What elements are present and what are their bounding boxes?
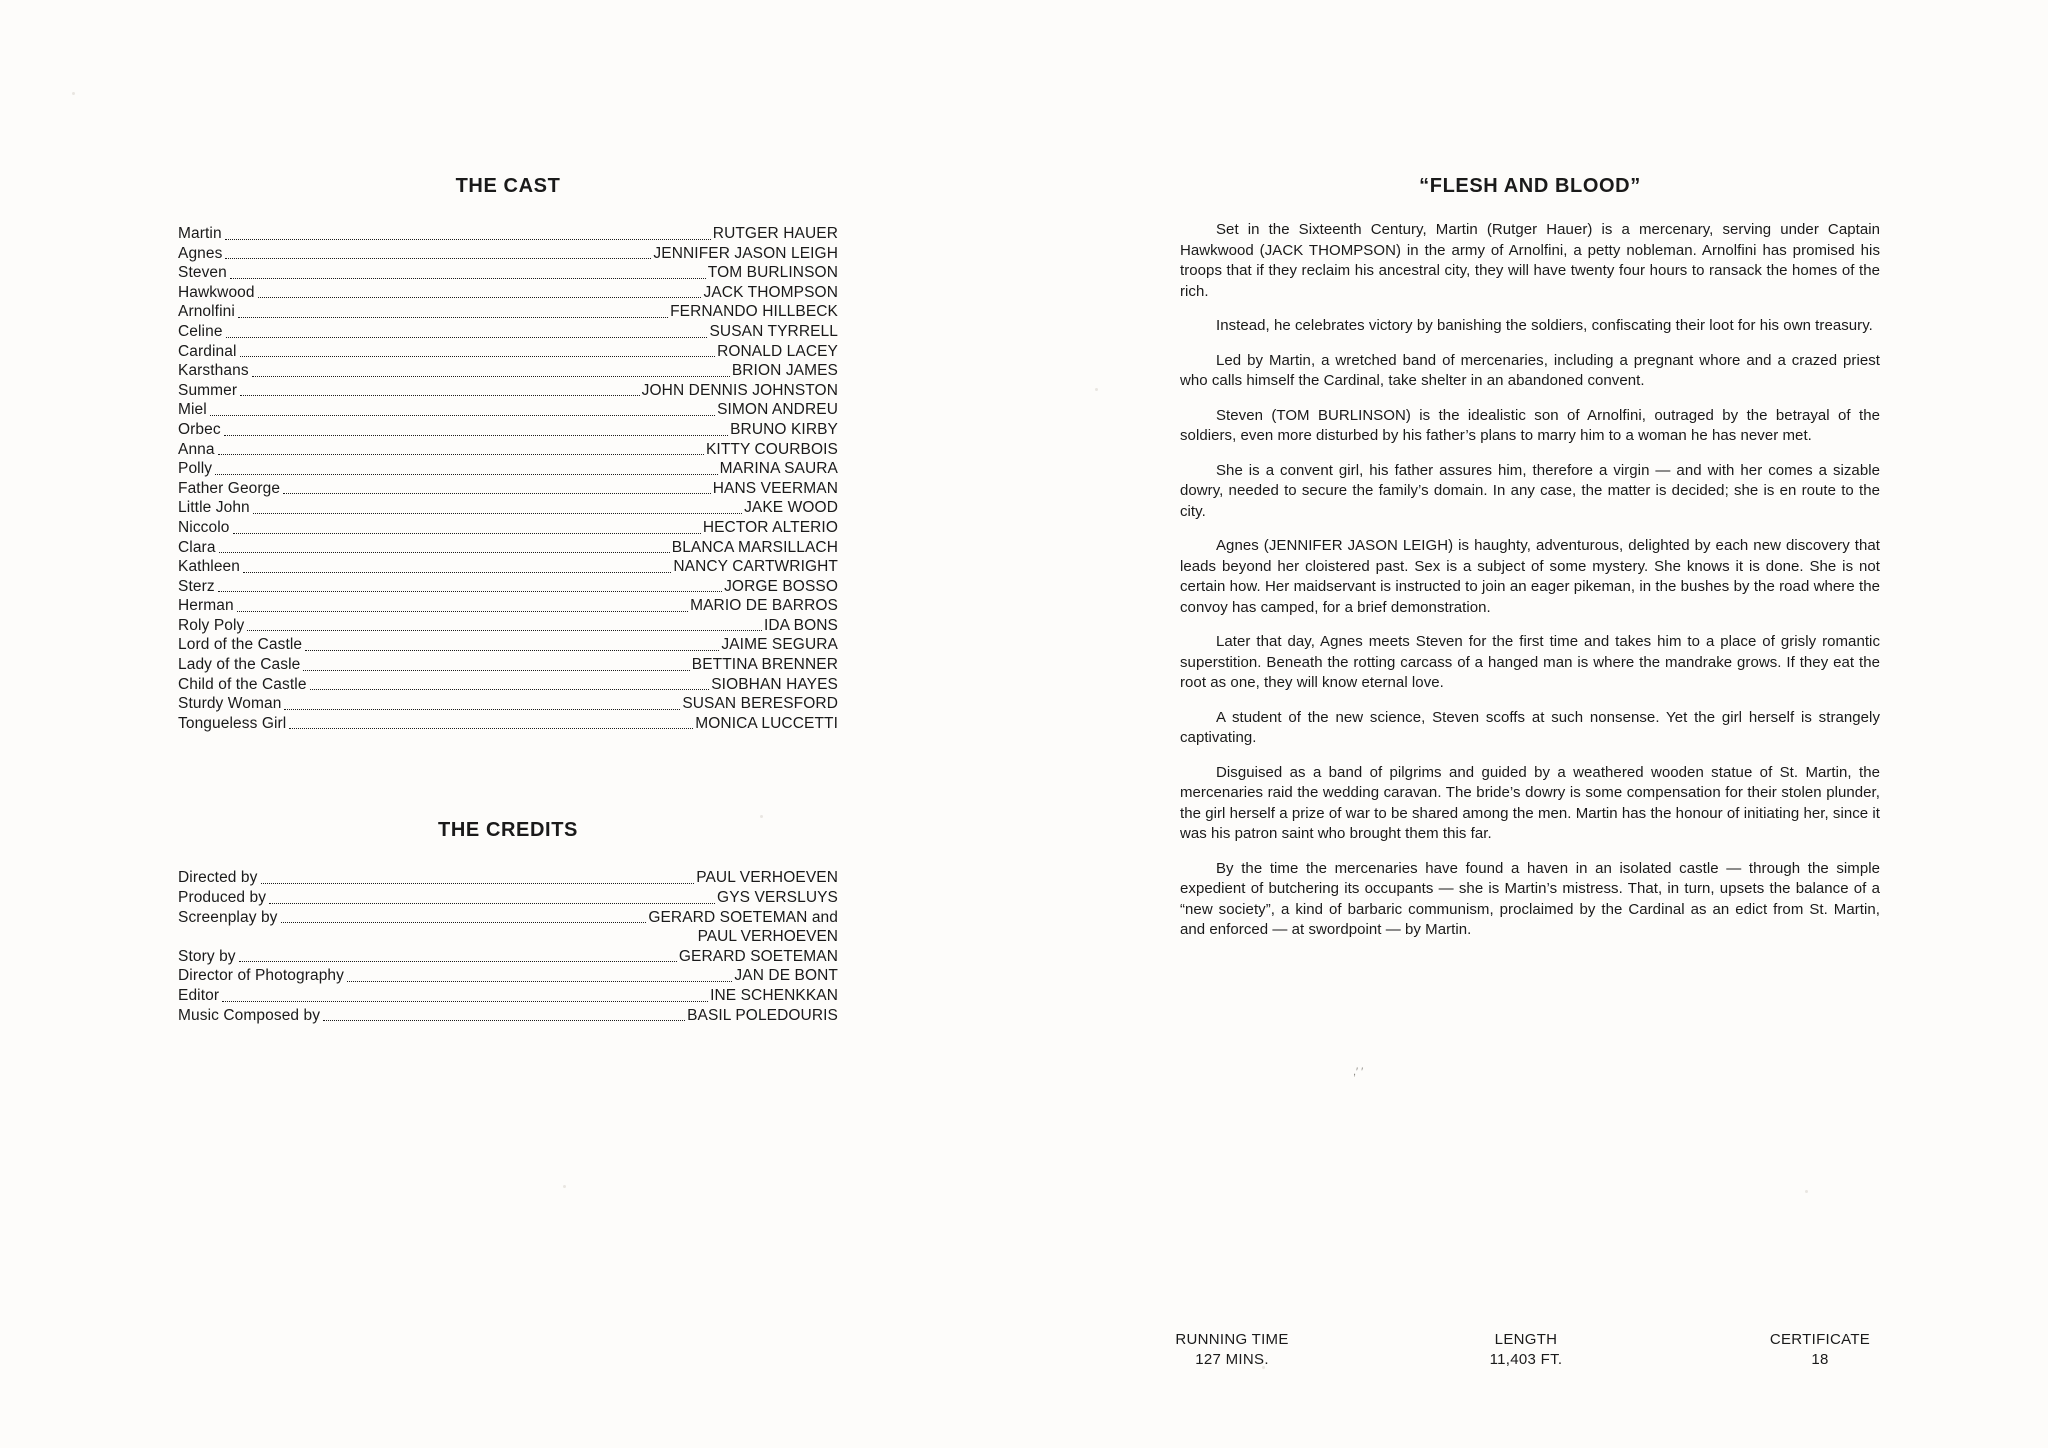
dot-leader <box>225 239 711 240</box>
dot-leader <box>230 278 706 279</box>
credit-role: Summer <box>178 381 238 399</box>
credit-row <box>178 966 838 986</box>
synopsis-paragraph: Steven (TOM BURLINSON) is the idealistic son of Arnolfini, outraged by the betrayal of the soldiers, even more disturbed by his father’s plans to marry him to a woman he has never met. <box>1180 406 1880 444</box>
credit-name: BRUNO KIRBY <box>730 420 838 438</box>
certificate-label: CERTIFICATE <box>1769 1331 1871 1348</box>
credit-row <box>178 400 838 420</box>
credit-role: Director of Photography <box>178 967 344 985</box>
paper-speck <box>1095 388 1098 391</box>
credit-name: BETTINA BRENNER <box>691 656 838 674</box>
credit-role: Cardinal <box>178 342 237 360</box>
credit-role: Directed by <box>178 869 258 887</box>
credit-role: Music Composed by <box>178 1006 321 1024</box>
credit-role: Polly <box>178 460 213 478</box>
paper-speck <box>1805 1190 1808 1193</box>
credit-row <box>178 283 838 303</box>
credit-row <box>178 498 838 518</box>
credit-name: HECTOR ALTERIO <box>702 518 838 536</box>
credit-role: Hawkwood <box>178 283 255 301</box>
credit-role: Martin <box>178 225 222 242</box>
credit-name: GERARD SOETEMAN and <box>648 908 838 926</box>
credit-row <box>178 381 838 401</box>
dot-leader <box>310 689 710 690</box>
film-stats-footer <box>1175 1330 1880 1370</box>
credit-role: Child of the Castle <box>178 675 307 693</box>
credit-role: Little John <box>178 499 250 517</box>
dot-leader <box>218 591 722 592</box>
credit-name: BLANCA MARSILLACH <box>671 538 838 556</box>
credit-row <box>178 888 838 908</box>
credit-row <box>178 577 838 597</box>
credit-row <box>178 986 838 1006</box>
credit-row <box>178 694 838 714</box>
dot-leader <box>215 474 718 475</box>
credit-name: NANCY CARTWRIGHT <box>673 558 838 576</box>
synopsis-paragraph: Instead, he celebrates victory by banishing the soldiers, confiscating their loot for his own treasury. <box>1216 317 1873 334</box>
credit-role: Herman <box>178 597 234 615</box>
credit-name: SIOBHAN HAYES <box>711 675 838 693</box>
credit-name: BRION JAMES <box>731 362 838 380</box>
credit-row <box>178 538 838 558</box>
credit-row <box>178 459 838 479</box>
certificate-value: 18 <box>1811 1351 1829 1368</box>
credit-row <box>178 947 838 967</box>
dot-leader <box>303 670 689 671</box>
credit-name: PAUL VERHOEVEN <box>696 869 838 887</box>
credit-name: TOM BURLINSON <box>707 264 838 282</box>
credit-row <box>178 616 838 636</box>
dot-leader <box>284 709 680 710</box>
dot-leader <box>283 493 711 494</box>
dot-leader <box>240 356 716 357</box>
credit-row <box>178 518 838 538</box>
credit-row <box>178 714 838 734</box>
length-value: 11,403 FT. <box>1489 1351 1563 1368</box>
dot-leader <box>258 297 702 298</box>
dot-leader <box>252 376 730 377</box>
credit-name: FERNANDO HILLBECK <box>670 303 838 321</box>
credit-row <box>178 635 838 655</box>
film-title: “FLESH AND BLOOD” <box>1419 175 1641 197</box>
credit-role: Lord of the Castle <box>178 636 303 654</box>
dot-leader <box>219 552 670 553</box>
synopsis-paragraph: Set in the Sixteenth Century, Martin (Rutger Hauer) is a mercenary, serving under Captain Hawkwood (JACK THOMPSON) in the army of Arnolfini, a petty nobleman. Arnolfini has promised his troops that if they reclaim his ancestral city, they will have twenty four hours to ransack the homes of the rich. <box>1180 221 1880 300</box>
credit-row <box>178 361 838 381</box>
dot-leader <box>269 903 715 904</box>
credit-role: Sterz <box>178 577 215 595</box>
dot-leader <box>253 513 742 514</box>
dot-leader <box>289 728 693 729</box>
credit-name: SIMON ANDREU <box>717 401 838 419</box>
credit-row <box>178 224 838 244</box>
credit-name: INE SCHENKKAN <box>710 987 838 1004</box>
synopsis-paragraph: Later that day, Agnes meets Steven for the first time and takes him to a place of grisly romantic superstition. Beneath the rotting carcass of a hanged man is where the mandrake grows. If they eat the root as one, they will know eternal love. <box>1180 633 1880 691</box>
credit-name: MARIO DE BARROS <box>690 597 838 615</box>
credit-role: Arnolfini <box>178 303 235 321</box>
cast-heading: THE CAST <box>455 175 561 197</box>
credit-name: GERARD SOETEMAN <box>678 947 838 965</box>
credit-role: Roly Poly <box>178 616 245 634</box>
credit-role: Anna <box>178 440 215 458</box>
credit-name: JAN DE BONT <box>734 967 838 985</box>
running-time-value: 127 MINS. <box>1195 1351 1269 1368</box>
credit-name: GYS VERSLUYS <box>717 889 838 907</box>
credit-row <box>178 479 838 499</box>
credit-row <box>178 868 838 888</box>
credit-role: Agnes <box>178 244 223 262</box>
credit-row <box>178 655 838 675</box>
dot-leader <box>323 1020 685 1021</box>
cast-list <box>178 224 838 733</box>
dot-leader <box>281 922 647 923</box>
credit-row <box>178 1006 838 1026</box>
credit-role: Clara <box>178 538 216 556</box>
credit-role: Karsthans <box>178 362 249 380</box>
credit-role: Story by <box>178 947 236 965</box>
dot-leader <box>238 317 668 318</box>
synopsis-paragraph: Agnes (JENNIFER JASON LEIGH) is haughty, adventurous, delighted by each new discovery that leads beyond her cloistered past. Sex is a subject of some mystery. She knows it is done. She is not certain how. Her maidservant is instructed to join an eager pikeman, in the bushes by the road where the convoy has camped, for a brief demonstration. <box>1180 537 1880 616</box>
credit-name: JOHN DENNIS JOHNSTON <box>641 381 838 399</box>
cast-and-credits-column <box>178 175 838 1025</box>
credit-row <box>178 908 838 928</box>
credit-name: SUSAN TYRRELL <box>709 322 838 340</box>
dot-leader <box>243 572 671 573</box>
credit-role: Sturdy Woman <box>178 695 282 713</box>
credit-name: KITTY COURBOIS <box>705 440 838 458</box>
dot-leader <box>237 611 688 612</box>
synopsis-paragraph: Disguised as a band of pilgrims and guided by a weathered wooden statue of St. Martin, the mercenaries raid the wedding caravan. The bride’s dowry is some compensation for their stolen plunder, the girl herself a prize of war to be shared among the men. Martin has the honour of initiating her, since it was his patron saint who brought them this far. <box>1180 763 1880 842</box>
running-time-stat <box>1132 1330 1332 1370</box>
credit-name: IDA BONS <box>763 616 838 634</box>
synopsis-paragraph: She is a convent girl, his father assures him, therefore a virgin — and with her comes a sizable dowry, needed to secure the family’s domain. In any case, the matter is decided; she is en route to the city. <box>1180 461 1880 520</box>
credit-role: Miel <box>178 401 207 419</box>
credit-name: JORGE BOSSO <box>724 577 838 595</box>
credit-row <box>178 342 838 362</box>
synopsis-body <box>1180 220 1880 941</box>
synopsis-paragraph: By the time the mercenaries have found a haven in an isolated castle — through the simple expedient of butchering its occupants — she is Martin’s mistress. That, in turn, upsets the balance of a “new society”, a kind of barbaric communism, proclaimed by the Cardinal as an edict from St. Martin, and enforced — at swordpoint — by Martin. <box>1180 859 1880 938</box>
certificate-stat <box>1720 1330 1920 1370</box>
length-label: LENGTH <box>1494 1331 1558 1348</box>
credit-name: MARINA SAURA <box>719 460 838 478</box>
credit-role: Produced by <box>178 889 267 907</box>
paper-speck <box>72 92 75 95</box>
credit-name: JAIME SEGURA <box>721 636 838 654</box>
credit-name: MONICA LUCCETTI <box>695 714 838 732</box>
credit-name: JACK THOMPSON <box>703 283 838 301</box>
dot-leader <box>225 258 651 259</box>
credit-name: HANS VEERMAN <box>712 479 838 497</box>
synopsis-column <box>1180 175 1880 955</box>
dot-leader <box>222 1001 708 1002</box>
stray-mark: ,′ ′ <box>1353 1066 1364 1078</box>
credit-row <box>178 263 838 283</box>
credit-role: Orbec <box>178 420 221 438</box>
credit-row <box>178 675 838 695</box>
credit-role: Lady of the Casle <box>178 656 301 674</box>
credit-name: BASIL POLEDOURIS <box>687 1006 838 1024</box>
dot-leader <box>240 395 639 396</box>
dot-leader <box>210 415 715 416</box>
credit-role: Editor <box>178 987 220 1004</box>
credit-row <box>178 596 838 616</box>
dot-leader <box>239 961 677 962</box>
credits-heading: THE CREDITS <box>438 819 578 842</box>
credit-role: Tongueless Girl <box>178 714 287 732</box>
credit-row <box>178 302 838 322</box>
dot-leader <box>218 454 704 455</box>
credit-name-continuation: PAUL VERHOEVEN <box>697 928 838 946</box>
credit-name: RONALD LACEY <box>717 342 838 360</box>
section-spacer <box>178 733 838 819</box>
credit-row <box>178 440 838 460</box>
dot-leader <box>261 883 695 884</box>
dot-leader <box>233 533 701 534</box>
synopsis-paragraph: Led by Martin, a wretched band of mercenaries, including a pregnant whore and a crazed priest who calls himself the Cardinal, take shelter in an abandoned convent. <box>1180 351 1880 389</box>
credit-role: Kathleen <box>178 558 240 576</box>
credit-name: JAKE WOOD <box>744 499 838 517</box>
synopsis-paragraph: A student of the new science, Steven scoffs at such nonsense. Yet the girl herself is strangely captivating. <box>1180 708 1880 746</box>
credit-role: Celine <box>178 322 223 340</box>
credit-role: Steven <box>178 264 227 282</box>
length-stat <box>1426 1330 1626 1370</box>
dot-leader <box>247 630 762 631</box>
credits-list <box>178 868 838 1025</box>
credit-role: Father George <box>178 479 281 497</box>
running-time-label: RUNNING TIME <box>1175 1331 1289 1348</box>
credit-role: Niccolo <box>178 518 230 536</box>
credit-role: Screenplay by <box>178 908 278 926</box>
credit-row <box>178 244 838 264</box>
credit-row <box>178 557 838 577</box>
dot-leader <box>224 435 728 436</box>
credit-row <box>178 420 838 440</box>
credit-row <box>178 322 838 342</box>
dot-leader <box>347 981 732 982</box>
paper-speck <box>563 1185 566 1188</box>
credit-name: SUSAN BERESFORD <box>682 695 838 713</box>
credit-name: JENNIFER JASON LEIGH <box>653 244 838 262</box>
dot-leader <box>226 337 708 338</box>
credit-name: RUTGER HAUER <box>712 225 838 242</box>
dot-leader <box>305 650 719 651</box>
